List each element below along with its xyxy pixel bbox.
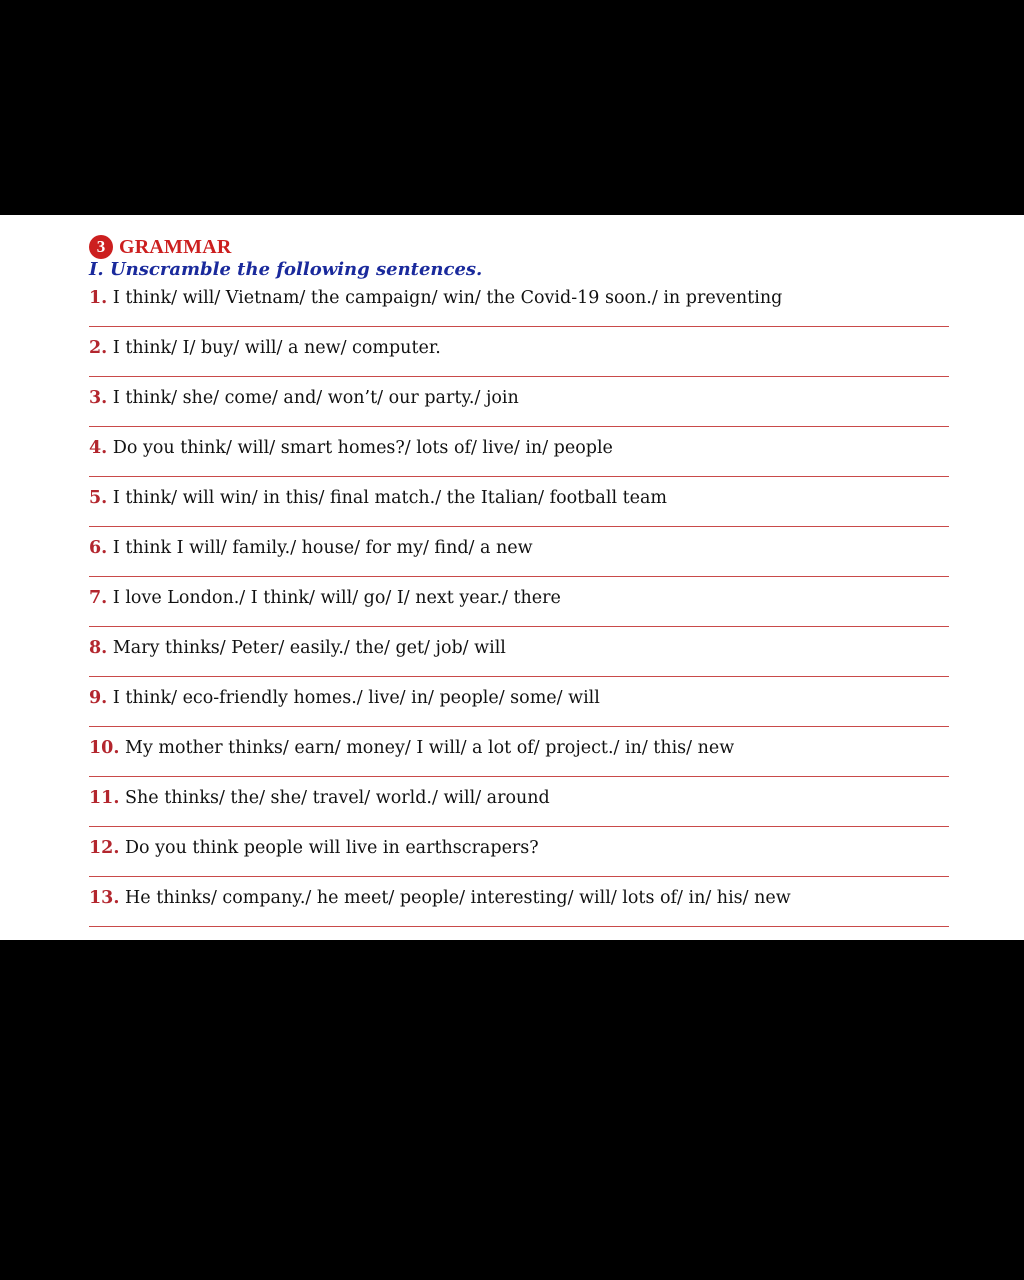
exercise-prompt: [89, 786, 550, 810]
exercise-prompt: [89, 436, 613, 460]
exercise-words: I think/ I/ buy/ will/ a new/ computer.: [112, 338, 441, 358]
exercise-item: [89, 886, 949, 936]
section-header: [89, 234, 231, 260]
exercise-item: [89, 386, 949, 436]
exercise-prompt: [89, 586, 561, 610]
exercise-prompt: [89, 286, 782, 310]
exercise-number: 12.: [89, 838, 120, 858]
exercise-number: 11.: [89, 788, 120, 808]
exercise-item: [89, 636, 949, 686]
answer-line[interactable]: [89, 376, 949, 377]
answer-line[interactable]: [89, 426, 949, 427]
exercise-prompt: [89, 636, 506, 660]
instruction-heading: I. Unscramble the following sentences.: [89, 259, 483, 280]
exercise-words: Mary thinks/ Peter/ easily./ the/ get/ job/ will: [112, 638, 506, 658]
exercise-words: He thinks/ company./ he meet/ people/ interesting/ will/ lots of/ in/ his/ new: [125, 888, 791, 908]
answer-line[interactable]: [89, 776, 949, 777]
exercise-prompt: [89, 886, 791, 910]
exercise-words: My mother thinks/ earn/ money/ I will/ a lot of/ project./ in/ this/ new: [125, 738, 735, 758]
exercise-item: [89, 786, 949, 836]
exercise-words: I think/ will win/ in this/ final match./ the Italian/ football team: [112, 488, 668, 508]
exercise-prompt: [89, 386, 519, 410]
exercise-item: [89, 836, 949, 886]
exercise-item: [89, 686, 949, 736]
exercise-number: 6.: [89, 538, 108, 558]
exercise-item: [89, 736, 949, 786]
section-title: GRAMMAR: [119, 235, 232, 258]
exercise-words: I think/ she/ come/ and/ won’t/ our party./ join: [112, 388, 519, 408]
answer-line[interactable]: [89, 626, 949, 627]
answer-line[interactable]: [89, 676, 949, 677]
exercise-number: 4.: [89, 438, 108, 458]
answer-line[interactable]: [89, 726, 949, 727]
exercise-item: [89, 286, 949, 336]
exercise-number: 5.: [89, 488, 108, 508]
section-number-badge: 3: [89, 235, 113, 259]
exercise-number: 7.: [89, 588, 108, 608]
answer-line[interactable]: [89, 576, 949, 577]
exercise-words: I think I will/ family./ house/ for my/ find/ a new: [112, 538, 533, 558]
exercise-words: I love London./ I think/ will/ go/ I/ next year./ there: [112, 588, 561, 608]
exercise-item: [89, 436, 949, 486]
answer-line[interactable]: [89, 326, 949, 327]
exercise-number: 8.: [89, 638, 108, 658]
exercise-item: [89, 336, 949, 386]
answer-line[interactable]: [89, 926, 949, 927]
exercise-number: 13.: [89, 888, 120, 908]
exercise-prompt: [89, 336, 441, 360]
exercise-item: [89, 586, 949, 636]
worksheet-page: [0, 215, 1024, 940]
exercise-number: 3.: [89, 388, 108, 408]
exercise-words: I think/ will/ Vietnam/ the campaign/ win/ the Covid-19 soon./ in preventing: [112, 288, 783, 308]
exercise-words: I think/ eco-friendly homes./ live/ in/ people/ some/ will: [112, 688, 600, 708]
exercise-words: Do you think people will live in earthscrapers?: [125, 838, 539, 858]
exercise-prompt: [89, 536, 533, 560]
exercise-number: 10.: [89, 738, 120, 758]
exercise-item: [89, 536, 949, 586]
exercise-prompt: [89, 836, 539, 860]
exercise-words: Do you think/ will/ smart homes?/ lots of/ live/ in/ people: [112, 438, 613, 458]
exercise-item: [89, 486, 949, 536]
exercise-prompt: [89, 486, 667, 510]
exercise-prompt: [89, 736, 734, 760]
exercise-prompt: [89, 686, 600, 710]
exercise-number: 9.: [89, 688, 108, 708]
answer-line[interactable]: [89, 876, 949, 877]
exercise-number: 2.: [89, 338, 108, 358]
answer-line[interactable]: [89, 526, 949, 527]
exercise-number: 1.: [89, 288, 108, 308]
answer-line[interactable]: [89, 476, 949, 477]
exercise-words: She thinks/ the/ she/ travel/ world./ will/ around: [125, 788, 550, 808]
answer-line[interactable]: [89, 826, 949, 827]
